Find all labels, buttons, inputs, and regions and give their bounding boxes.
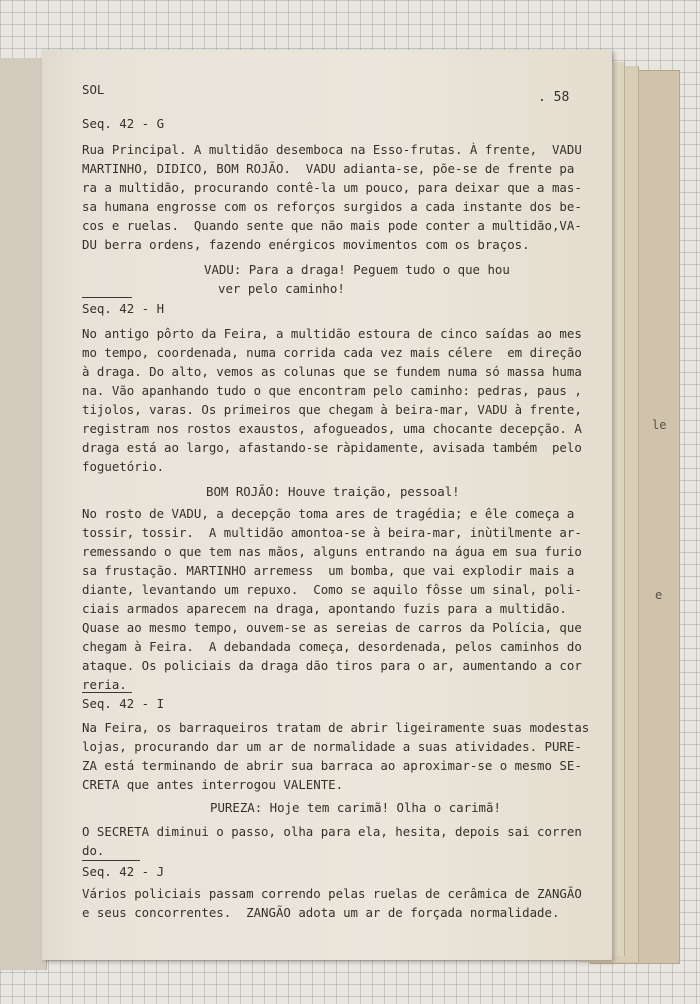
separator-rule <box>82 692 132 693</box>
dialogue-line: ver pelo caminho! <box>218 281 345 296</box>
action-line: Rua Principal. A multidão desemboca na Esso-frutas. À frente, VADU <box>82 142 582 157</box>
script-page <box>42 50 612 960</box>
action-line: sa humana engrosse com os reforços surgidos a cada instante dos be- <box>82 199 582 214</box>
sequence-heading: Seq. 42 - I <box>82 696 165 711</box>
page-number: . 58 <box>538 90 570 105</box>
dialogue-line: PUREZA: Hoje tem carimã! Olha o carimã! <box>210 800 501 815</box>
action-line: MARTINHO, DIDICO, BOM ROJÃO. VADU adianta-se, põe-se de frente pa <box>82 161 575 176</box>
sequence-heading: Seq. 42 - H <box>82 301 165 316</box>
action-line: tossir, tossir. A multidão amontoa-se à beira-mar, inùtilmente ar- <box>82 525 582 540</box>
edge-text-fragment: e <box>655 588 663 602</box>
action-line: mo tempo, coordenada, numa corrida cada vez mais célere em direção <box>82 345 582 360</box>
action-line: ciais armados aparecem na draga, apontando fuzis para a multidão. <box>82 601 567 616</box>
action-line: cos e ruelas. Quando sente que não mais pode conter a multidão,VA- <box>82 218 582 233</box>
underlying-page-left <box>0 58 47 970</box>
action-line: reria. <box>82 677 127 692</box>
action-line: sa frustação. MARTINHO arremess um bomba, que vai explodir mais a <box>82 563 575 578</box>
action-line: O SECRETA diminui o passo, olha para ela, hesita, depois sai corren <box>82 824 582 839</box>
action-line: Vários policiais passam correndo pelas ruelas de cerâmica de ZANGÃO <box>82 886 582 901</box>
action-line: ataque. Os policiais da draga dão tiros para o ar, aumentando a cor <box>82 658 582 673</box>
action-line: DU berra ordens, fazendo enérgicos movimentos com os braços. <box>82 237 530 252</box>
action-line: No rosto de VADU, a decepção toma ares de tragédia; e êle começa a <box>82 506 575 521</box>
action-line: ZA está terminando de abrir sua barraca ao aproximar-se o mesmo SE- <box>82 758 582 773</box>
action-line: na. Vão apanhando tudo o que encontram pelo caminho: pedras, paus , <box>82 383 582 398</box>
action-line: do. <box>82 843 105 858</box>
action-line: tijolos, varas. Os primeiros que chegam à beira-mar, VADU à frente, <box>82 402 582 417</box>
action-line: lojas, procurando dar um ar de normalidade a suas atividades. PURE- <box>82 739 582 754</box>
sequence-heading: Seq. 42 - G <box>82 116 165 131</box>
dialogue-line: BOM ROJÃO: Houve traição, pessoal! <box>206 484 460 499</box>
separator-rule <box>82 860 140 861</box>
action-line: chegam à Feira. A debandada começa, desordenada, pelos caminhos do <box>82 639 582 654</box>
sequence-heading: Seq. 42 - J <box>82 864 165 879</box>
action-line: à draga. Do alto, vemos as colunas que se fundem numa só massa huma <box>82 364 582 379</box>
action-line: ra a multidão, procurando contê-la um pouco, para deixar que a mas- <box>82 180 582 195</box>
action-line: diante, levantando um repuxo. Como se aquilo fôsse um sinal, poli- <box>82 582 582 597</box>
action-line: draga está ao largo, afastando-se ràpidamente, avisada também pelo <box>82 440 582 455</box>
action-line: remessando o que tem nas mãos, alguns entrando na água em sua furio <box>82 544 582 559</box>
action-line: No antigo pôrto da Feira, a multidão estoura de cinco saídas ao mes <box>82 326 582 341</box>
action-line: Quase ao mesmo tempo, ouvem-se as sereias de carros da Polícia, que <box>82 620 582 635</box>
dialogue-line: VADU: Para a draga! Peguem tudo o que hou <box>204 262 510 277</box>
action-line: foguetório. <box>82 459 165 474</box>
action-line: registram nos rostos exaustos, afogueados, uma chocante decepção. A <box>82 421 582 436</box>
separator-rule <box>82 297 132 298</box>
action-line: CRETA que antes interrogou VALENTE. <box>82 777 344 792</box>
action-line: Na Feira, os barraqueiros tratam de abrir ligeiramente suas modestas <box>82 720 590 735</box>
page-header-title: SOL <box>82 82 105 97</box>
action-line: e seus concorrentes. ZANGÃO adota um ar de forçada normalidade. <box>82 905 560 920</box>
edge-text-fragment: le <box>652 418 667 432</box>
